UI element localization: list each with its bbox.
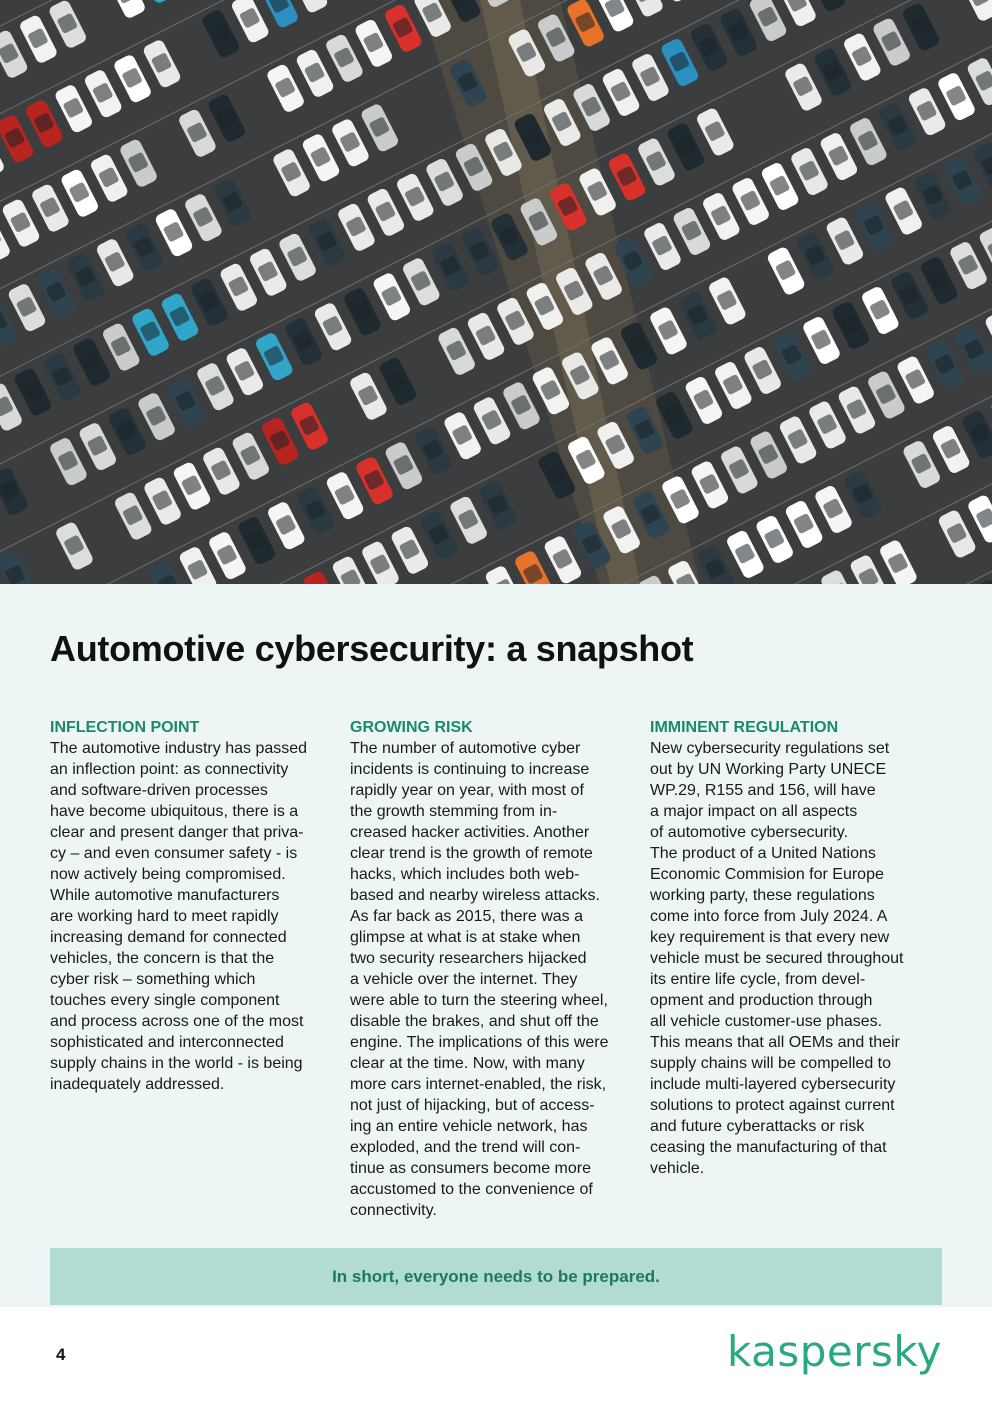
- body-line: out by UN Working Party UNECE: [650, 761, 887, 778]
- body-line: clear trend is the growth of remote: [350, 845, 593, 862]
- body-line: incidents is continuing to increase: [350, 761, 590, 778]
- column-growing-risk: [350, 717, 632, 1221]
- body-line: a vehicle over the internet. They: [350, 971, 578, 988]
- body-line: now actively being compromised.: [50, 866, 286, 883]
- body-line: The number of automotive cyber: [350, 740, 581, 757]
- body-line: The automotive industry has passed: [50, 740, 308, 757]
- body-line: clear at the time. Now, with many: [350, 1055, 585, 1072]
- body-line: more cars internet-enabled, the risk,: [350, 1076, 607, 1093]
- body-line: hacks, which includes both web-: [350, 866, 580, 883]
- body-line: tinue as consumers become more: [350, 1160, 591, 1177]
- body-line: While automotive manufacturers: [50, 887, 280, 904]
- body-line: have become ubiquitous, there is a: [50, 803, 299, 820]
- body-line: were able to turn the steering wheel,: [350, 992, 608, 1009]
- body-line: sophisticated and interconnected: [50, 1034, 284, 1051]
- body-line: a major impact on all aspects: [650, 803, 858, 820]
- body-line: inadequately addressed.: [50, 1076, 225, 1093]
- body-line: WP.29, R155 and 156, will have: [650, 782, 876, 799]
- body-line: touches every single component: [50, 992, 280, 1009]
- body-line: and process across one of the most: [50, 1013, 304, 1030]
- column-body: [650, 738, 932, 1179]
- body-line: all vehicle customer-use phases.: [650, 1013, 883, 1030]
- body-line: connectivity.: [350, 1202, 437, 1219]
- column-body: [50, 738, 332, 1095]
- body-line: vehicles, the concern is that the: [50, 950, 275, 967]
- body-line: creased hacker activities. Another: [350, 824, 590, 841]
- body-line: disable the brakes, and shut off the: [350, 1013, 599, 1030]
- body-line: based and nearby wireless attacks.: [350, 887, 600, 904]
- column-heading: INFLECTION POINT: [50, 719, 200, 736]
- body-line: working party, these regulations: [650, 887, 875, 904]
- body-line: This means that all OEMs and their: [650, 1034, 900, 1051]
- body-line: As far back as 2015, there was a: [350, 908, 584, 925]
- body-line: cy – and even consumer safety - is: [50, 845, 298, 862]
- body-line: supply chains in the world - is being: [50, 1055, 303, 1072]
- body-line: vehicle.: [650, 1160, 705, 1177]
- body-line: the growth stemming from in-: [350, 803, 558, 820]
- page-title: Automotive cybersecurity: a snapshot: [50, 628, 694, 669]
- body-line: The product of a United Nations: [650, 845, 876, 862]
- body-line: engine. The implications of this were: [350, 1034, 609, 1051]
- body-line: accustomed to the convenience of: [350, 1181, 593, 1198]
- column-imminent-regulation: [650, 717, 932, 1179]
- body-line: exploded, and the trend will con-: [350, 1139, 581, 1156]
- callout-banner: [50, 1248, 942, 1305]
- body-line: Economic Commision for Europe: [650, 866, 884, 883]
- page-number: 4: [56, 1345, 66, 1364]
- column-heading: IMMINENT REGULATION: [650, 719, 839, 736]
- column-inflection-point: [50, 717, 332, 1095]
- body-line: ing an entire vehicle network, has: [350, 1118, 588, 1135]
- body-line: and future cyberattacks or risk: [650, 1118, 865, 1135]
- body-line: not just of hijacking, but of access-: [350, 1097, 595, 1114]
- body-line: of automotive cybersecurity.: [650, 824, 849, 841]
- column-heading: GROWING RISK: [350, 719, 473, 736]
- content-panel: [0, 584, 992, 1307]
- body-line: ceasing the manufacturing of that: [650, 1139, 887, 1156]
- column-body: [350, 738, 632, 1221]
- body-line: glimpse at what is at stake when: [350, 929, 581, 946]
- body-line: an inflection point: as connectivity: [50, 761, 289, 778]
- body-line: come into force from July 2024. A: [650, 908, 888, 925]
- body-line: opment and production through: [650, 992, 873, 1009]
- body-line: two security researchers hijacked: [350, 950, 587, 967]
- body-line: cyber risk – something which: [50, 971, 256, 988]
- callout-text: In short, everyone needs to be prepared.: [332, 1266, 660, 1286]
- kaspersky-logo: kaspersky: [727, 1327, 943, 1376]
- body-line: and software-driven processes: [50, 782, 268, 799]
- body-line: clear and present danger that priva-: [50, 824, 304, 841]
- body-line: supply chains will be compelled to: [650, 1055, 892, 1072]
- hero-image: [0, 0, 992, 584]
- body-line: key requirement is that every new: [650, 929, 890, 946]
- body-line: vehicle must be secured throughout: [650, 950, 904, 967]
- body-line: New cybersecurity regulations set: [650, 740, 890, 757]
- body-line: include multi-layered cybersecurity: [650, 1076, 896, 1093]
- body-line: increasing demand for connected: [50, 929, 287, 946]
- parking-lot-photo-icon: [0, 0, 992, 584]
- body-line: are working hard to meet rapidly: [50, 908, 279, 925]
- body-line: its entire life cycle, from devel-: [650, 971, 866, 988]
- body-line: rapidly year on year, with most of: [350, 782, 584, 799]
- body-line: solutions to protect against current: [650, 1097, 895, 1114]
